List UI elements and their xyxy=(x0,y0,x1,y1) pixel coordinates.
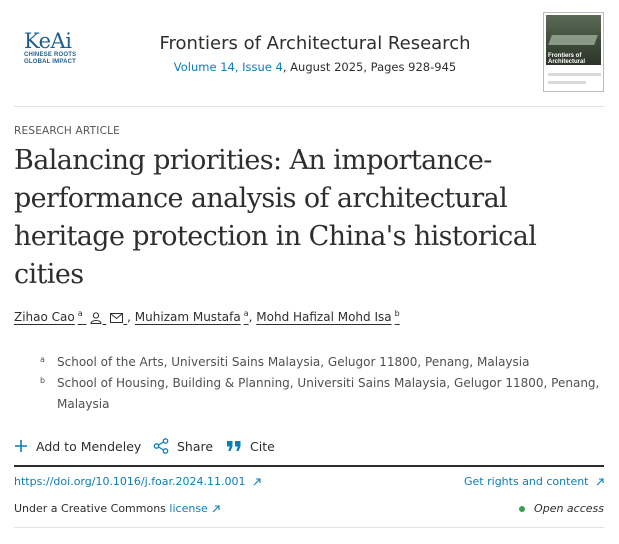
logo-wordmark: KeAi xyxy=(24,29,72,53)
date-pages: , August 2025, Pages 928-945 xyxy=(282,60,457,74)
author-list xyxy=(14,310,614,324)
open-access-dot-icon xyxy=(519,506,525,512)
author-link[interactable] xyxy=(256,310,399,324)
author-affil-sup: a xyxy=(243,309,249,318)
cite-label: Cite xyxy=(250,438,275,454)
cover-title-line1: Frontiers of xyxy=(548,53,582,59)
footer-divider xyxy=(14,527,604,528)
affiliation-letter: a xyxy=(40,355,45,364)
share-button[interactable] xyxy=(153,436,213,456)
cover-title-line2: Architectural xyxy=(548,59,586,65)
affiliation-item xyxy=(38,373,608,415)
author-name: Muhizam Mustafa xyxy=(134,310,241,324)
doi-text: https://doi.org/10.1016/j.foar.2024.11.001 xyxy=(14,475,246,488)
header-divider xyxy=(14,106,604,107)
cover-footer-bar xyxy=(548,73,601,76)
rights-link[interactable] xyxy=(464,475,604,488)
person-icon xyxy=(90,312,102,324)
publisher-logo[interactable] xyxy=(24,30,94,66)
journal-title-link[interactable]: Frontiers of Architectural Research xyxy=(159,33,471,54)
add-to-mendeley-button[interactable] xyxy=(14,436,141,456)
license-link[interactable] xyxy=(169,502,219,515)
affiliation-letter: b xyxy=(40,376,46,385)
author-affil-sup: b xyxy=(394,309,400,318)
rights-text: Get rights and content xyxy=(464,475,589,488)
author-affil-sup: a xyxy=(77,309,83,318)
mendeley-label: Add to Mendeley xyxy=(36,438,142,454)
external-link-icon xyxy=(212,505,220,513)
author-name: Mohd Hafizal Mohd Isa xyxy=(256,310,392,324)
article-title: Balancing priorities: An importance-performance analysis of architectural heritage protection in China's historical cities xyxy=(14,145,537,290)
journal-info xyxy=(120,32,510,74)
article-type: RESEARCH ARTICLE xyxy=(14,125,120,137)
actions-divider xyxy=(14,465,604,467)
affiliation-list xyxy=(38,352,608,415)
cover-footer-bar-2 xyxy=(548,81,586,84)
cite-button[interactable] xyxy=(226,436,275,456)
affiliation-item xyxy=(38,352,608,373)
journal-cover-image[interactable] xyxy=(543,12,604,92)
plus-icon xyxy=(14,439,28,453)
article-actions xyxy=(14,436,414,456)
quote-icon xyxy=(226,439,242,453)
author-separator: , xyxy=(127,310,131,324)
license-info xyxy=(14,502,220,515)
author-link[interactable] xyxy=(135,310,249,324)
share-icon xyxy=(153,438,169,454)
affiliation-text: School of the Arts, Universiti Sains Malaysia, Gelugor 11800, Penang, Malaysia xyxy=(57,355,530,369)
journal-header xyxy=(0,0,619,104)
open-access-badge xyxy=(519,502,604,515)
journal-issue-info xyxy=(120,60,510,74)
open-access-label: Open access xyxy=(534,502,604,515)
volume-issue-link[interactable]: Volume 14, Issue 4 xyxy=(173,60,283,74)
author-name: Zihao Cao xyxy=(14,310,75,324)
license-link-text: license xyxy=(169,502,208,515)
external-link-icon xyxy=(596,478,604,486)
affiliation-text: School of Housing, Building & Planning, Universiti Sains Malaysia, Gelugor 11800, Penang, Malaysia xyxy=(57,376,600,411)
logo-tagline-2: GLOBAL IMPACT xyxy=(24,59,77,65)
cover-roof-shape xyxy=(548,35,598,45)
logo-tagline-1: CHINESE ROOTS xyxy=(24,52,77,58)
cover-title xyxy=(548,53,585,65)
author-separator: , xyxy=(248,310,253,324)
doi-link[interactable] xyxy=(14,475,261,488)
share-label: Share xyxy=(177,438,214,454)
license-prefix: Under a Creative Commons xyxy=(14,502,170,515)
author-link[interactable] xyxy=(14,310,127,324)
envelope-icon[interactable] xyxy=(110,313,123,323)
external-link-icon xyxy=(253,478,261,486)
